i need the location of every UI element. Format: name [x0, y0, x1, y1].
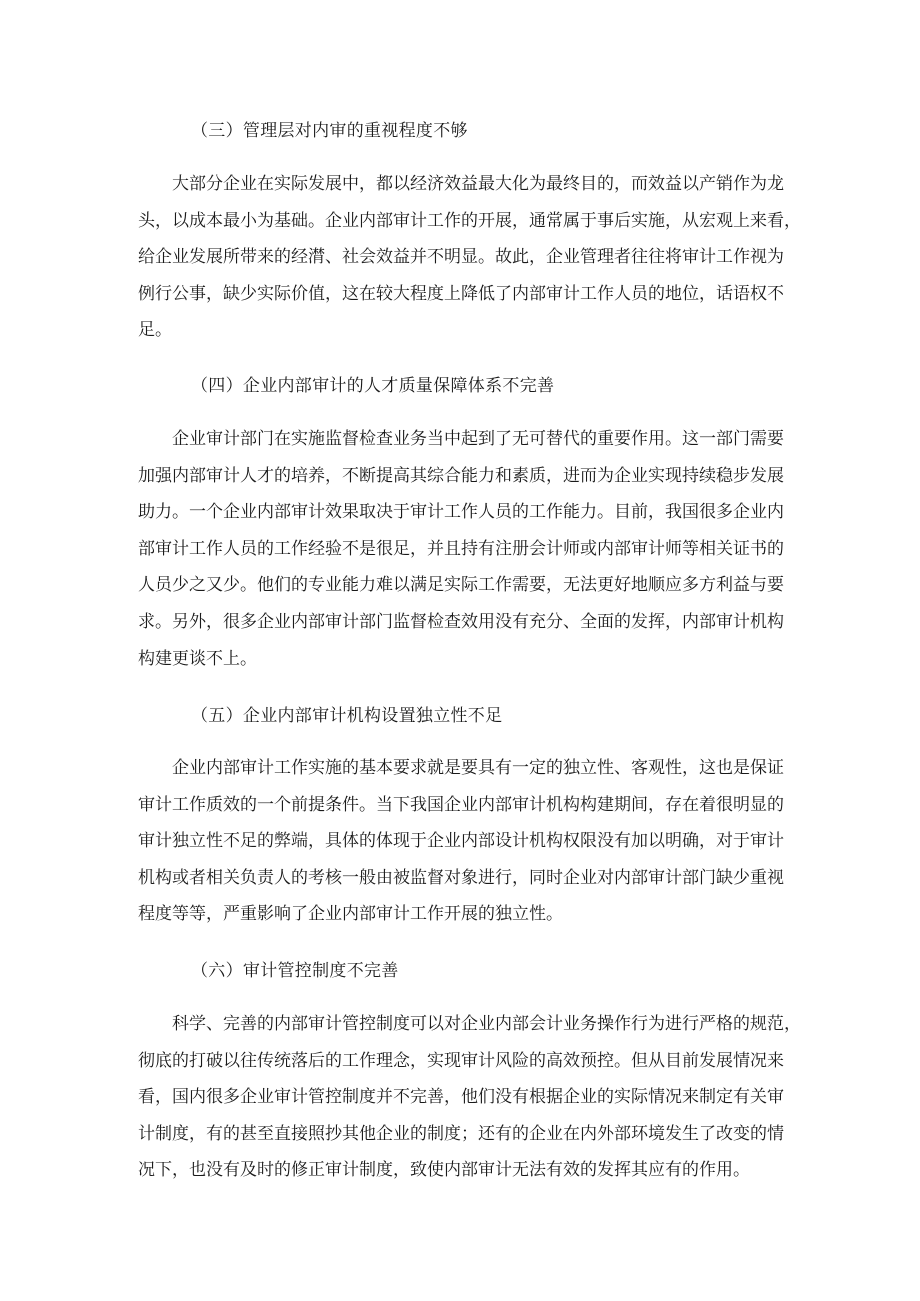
- paragraph-line: 企业内部审计工作实施的基本要求就是要具有一定的独立性、客观性，这也是保证: [172, 758, 784, 778]
- section-heading-6: （六）审计管控制度不完善: [191, 961, 399, 981]
- paragraph-line: 况下，也没有及时的修正审计制度，致使内部审计无法有效的发挥其应有的作用。: [138, 1160, 750, 1181]
- paragraph-line: 足。: [138, 320, 172, 341]
- paragraph-line: 计制度，有的甚至直接照抄其他企业的制度；还有的企业在内外部环境发生了改变的情: [138, 1123, 784, 1144]
- paragraph-line: 给企业发展所带来的经潸、社会效益并不明显。故此，企业管理者往往将审计工作视为: [138, 247, 784, 268]
- section-heading-3: （三）管理层对内审的重视程度不够: [191, 121, 468, 141]
- paragraph-line: 加强内部审计人才的培养，不断提高其综合能力和素质，进而为企业实现持续稳步发展: [138, 465, 784, 486]
- paragraph-line: 看，国内很多企业审计管控制度并不完善，他们没有根据企业的实际情况来制定有关审: [138, 1087, 784, 1108]
- section-paragraph-3: [138, 166, 801, 349]
- paragraph-line: 部审计工作人员的工作经验不是很足，并且持有注册会计师或内部审计师等相关证书的: [138, 538, 784, 559]
- paragraph-line: 彻底的打破以往传统落后的工作理念，实现审计风险的高效预控。但从目前发展情况来: [138, 1050, 784, 1071]
- paragraph-line: 审计独立性不足的弊端，具体的体现于企业内部设计机构权限没有加以明确，对于审计: [138, 831, 784, 852]
- section-heading-4: （四）企业内部审计的人才质量保障体系不完善: [191, 376, 555, 396]
- paragraph-line: 审计工作质效的一个前提条件。当下我国企业内部审计机构构建期间，存在着很明显的: [138, 794, 784, 815]
- section-paragraph-6: [138, 1006, 801, 1189]
- paragraph-line: 助力。一个企业内部审计效果取决于审计工作人员的工作能力。目前，我国很多企业内: [138, 502, 784, 523]
- paragraph-line: 例行公事，缺少实际价值，这在较大程度上降低了内部审计工作人员的地位，话语权不: [138, 283, 784, 304]
- paragraph-line: 企业审计部门在实施监督检查业务当中起到了无可替代的重要作用。这一部门需要: [172, 429, 784, 449]
- section-heading-5: （五）企业内部审计机构设置独立性不足: [191, 706, 503, 726]
- section-paragraph-5: [138, 750, 783, 933]
- paragraph-line: 求。另外，很多企业内部审计部门监督检查效用没有充分、全面的发挥，内部审计机构: [138, 611, 784, 632]
- paragraph-line: 头，以成本最小为基础。企业内部审计工作的开展，通常属于事后实施，从宏观上来看，: [138, 210, 801, 231]
- paragraph-line: 机构或者相关负责人的考核一般由被监督对象进行，同时企业对内部审计部门缺少重视: [138, 867, 784, 888]
- paragraph-line: 程度等等，严重影响了企业内部审计工作开展的独立性。: [138, 904, 563, 925]
- paragraph-line: 大部分企业在实际发展中，都以经济效益最大化为最终目的，而效益以产销作为龙: [172, 174, 784, 194]
- section-paragraph-4: [138, 421, 783, 677]
- paragraph-line: 科学、完善的内部审计管控制度可以对企业内部会计业务操作行为进行严格的规范，: [172, 1014, 801, 1034]
- paragraph-line: 构建更谈不上。: [138, 648, 257, 669]
- paragraph-line: 人员少之又少。他们的专业能力难以满足实际工作需要，无法更好地顺应多方利益与要: [138, 575, 784, 596]
